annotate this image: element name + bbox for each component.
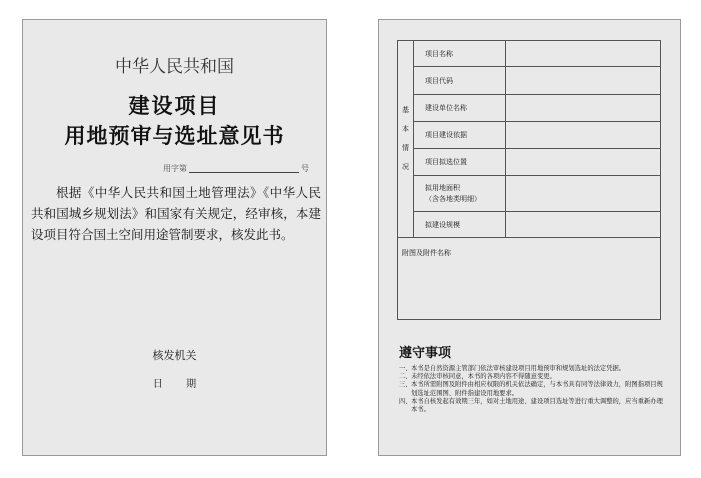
certificate-info-page <box>378 19 681 456</box>
document-number <box>163 163 309 174</box>
row-label-project-name: 项目名称 <box>414 41 506 67</box>
table-row <box>398 67 661 95</box>
row-value-builder-name <box>506 95 661 122</box>
list-text: 本书自核发起有效期三年，如对土地用途、建设项目选址等进行重大调整的，应当重新办理本书。 <box>411 397 663 414</box>
row-label-proposed-location: 项目拟选位置 <box>414 149 506 176</box>
table-row <box>398 122 661 149</box>
number-blank-line <box>189 172 299 173</box>
issuing-agency-label: 核发机关 <box>152 349 197 362</box>
list-marker: 二、 <box>399 373 412 381</box>
date-char-day: 日 <box>152 379 163 390</box>
document-title-line1: 建设项目 <box>128 94 221 118</box>
document-title-line2: 用地预审与选址意见书 <box>64 124 285 148</box>
list-marker: 一、 <box>399 365 412 372</box>
row-value-land-area <box>506 176 661 212</box>
notice-list <box>399 365 665 414</box>
list-text: 未经依法审核同意，本书的各项内容不得随意变更。 <box>411 373 556 381</box>
table-row <box>398 212 661 238</box>
certificate-body-text: 根据《中华人民共和国土地管理法》《中华人民共和国城乡规划法》和国家有关规定，经审核，本建设项目符合国土空间用途管制要求，核发此书。 <box>31 185 321 242</box>
list-marker: 四、 <box>399 397 412 405</box>
table-row <box>398 238 661 320</box>
row-value-project-code <box>506 67 661 95</box>
basic-info-section-label <box>398 41 414 238</box>
row-value-proposed-location <box>506 149 661 176</box>
list-item <box>399 381 665 397</box>
table-row <box>398 149 661 176</box>
list-text: 本书是自然资源主管部门依法审核建设项目用地预审和规划选址的法定凭据。 <box>411 365 626 372</box>
row-value-construction-scale <box>506 212 661 238</box>
section-label-char: 情 <box>402 144 409 152</box>
date-char-period: 期 <box>186 379 197 390</box>
table-row <box>398 95 661 122</box>
number-suffix: 号 <box>301 164 309 173</box>
row-label-builder-name: 建设单位名称 <box>414 95 506 122</box>
table-row <box>398 176 661 212</box>
notice-title: 遵守事项 <box>399 346 452 361</box>
row-value-project-name <box>506 41 661 67</box>
row-value-project-basis <box>506 122 661 149</box>
list-text: 本书所需附图及附件由相应权限的机关依法确定，与本书具有同等法律效力，附图指项目规划选址范围图、附件指建设用地要求。 <box>411 381 663 397</box>
section-label-char: 况 <box>402 163 409 171</box>
list-marker: 三、 <box>399 381 412 389</box>
row-label-construction-scale: 拟建设规模 <box>414 212 506 238</box>
table-row <box>398 41 661 67</box>
basic-info-table <box>397 40 661 320</box>
attachments-label: 附图及附件名称 <box>398 238 661 320</box>
row-label-project-basis: 项目建设依据 <box>414 122 506 149</box>
number-prefix: 用字第 <box>163 164 187 173</box>
row-label-land-area: 拟用地面积 （含各地类明细） <box>414 176 506 212</box>
list-item <box>399 398 665 414</box>
country-name: 中华人民共和国 <box>115 57 234 77</box>
certificate-cover-page <box>22 19 327 456</box>
section-label-char: 本 <box>402 125 409 133</box>
row-label-project-code: 项目代码 <box>414 67 506 95</box>
section-label-char: 基 <box>402 106 409 114</box>
list-item <box>399 365 665 373</box>
date-label <box>23 375 326 390</box>
